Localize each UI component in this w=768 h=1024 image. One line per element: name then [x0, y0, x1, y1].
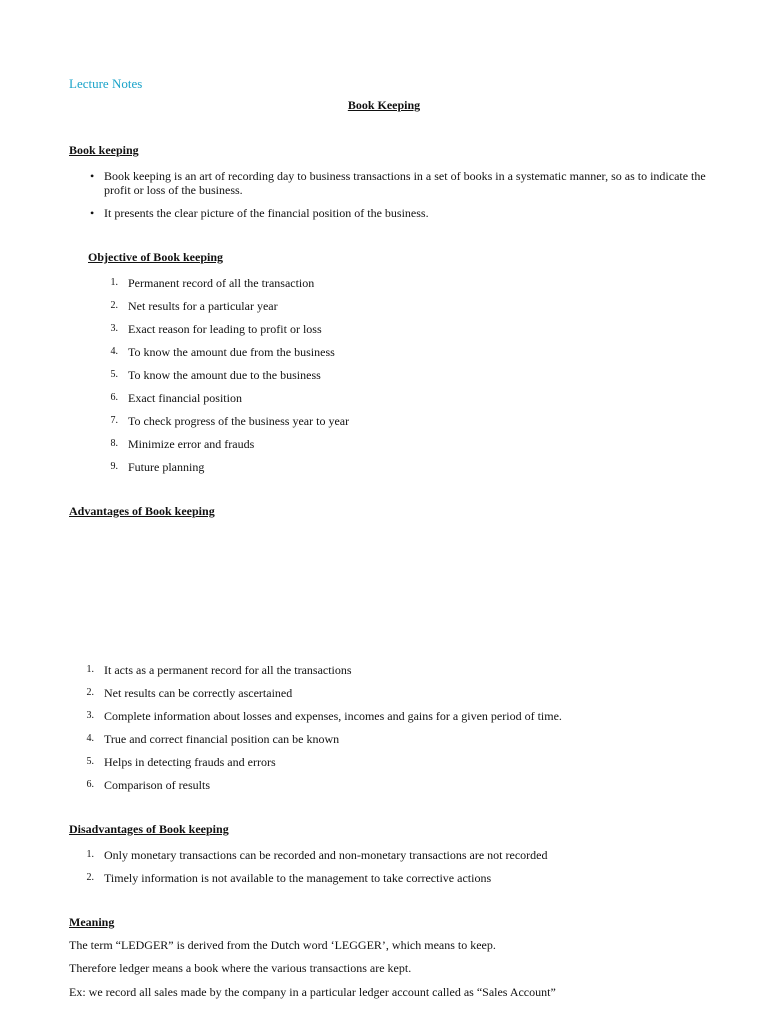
- list-text: Permanent record of all the transaction: [128, 276, 315, 290]
- list-number: 1.: [86, 664, 94, 675]
- list-number: 3.: [86, 710, 94, 721]
- list-text: Complete information about losses and expenses, incomes and gains for a given period of time.: [104, 709, 562, 723]
- meaning-line: The term “LEDGER” is derived from the Dutch word ‘LEGGER’, which means to keep.: [69, 938, 496, 952]
- bullet-text: Book keeping is an art of recording day to business transactions in a set of books in a systematic manner, so as to indicate the profit or loss of the business.: [104, 169, 706, 197]
- list-text: To know the amount due to the business: [128, 368, 321, 382]
- list-text: Timely information is not available to the management to take corrective actions: [104, 871, 492, 885]
- list-number: 2.: [86, 687, 94, 698]
- list-number: 4.: [86, 733, 94, 744]
- list-text: True and correct financial position can be known: [104, 732, 340, 746]
- meaning-line: Ex: we record all sales made by the company in a particular ledger account called as “Sales Account”: [69, 985, 556, 999]
- list-text: Exact reason for leading to profit or loss: [128, 322, 322, 336]
- list-number: 9.: [110, 461, 118, 472]
- list-text: Helps in detecting frauds and errors: [104, 755, 276, 769]
- list-text: To check progress of the business year to year: [128, 414, 350, 428]
- bullet-text: It presents the clear picture of the financial position of the business.: [104, 206, 429, 220]
- bullet-item: [88, 206, 708, 220]
- list-number: 6.: [110, 392, 118, 403]
- meaning-line: Therefore ledger means a book where the various transactions are kept.: [69, 961, 412, 975]
- list-number: 8.: [110, 438, 118, 449]
- list-number: 6.: [86, 779, 94, 790]
- list-text: Future planning: [128, 460, 205, 474]
- list-text: It acts as a permanent record for all the transactions: [104, 663, 352, 677]
- list-number: 4.: [110, 346, 118, 357]
- bullet-item: [88, 169, 708, 197]
- book-keeping-bullet-list: [88, 169, 708, 229]
- advantages-heading: Advantages of Book keeping: [69, 504, 215, 518]
- disadvantages-heading: Disadvantages of Book keeping: [69, 822, 229, 836]
- list-text: Net results can be correctly ascertained: [104, 686, 293, 700]
- list-number: 1.: [110, 277, 118, 288]
- list-number: 2.: [110, 300, 118, 311]
- lecture-notes-header: Lecture Notes: [69, 76, 143, 91]
- meaning-heading: Meaning: [69, 915, 115, 929]
- list-text: Minimize error and frauds: [128, 437, 255, 451]
- list-number: 5.: [110, 369, 118, 380]
- list-text: Exact financial position: [128, 391, 242, 405]
- list-number: 5.: [86, 756, 94, 767]
- list-text: To know the amount due from the business: [128, 345, 335, 359]
- list-number: 3.: [110, 323, 118, 334]
- list-text: Net results for a particular year: [128, 299, 278, 313]
- objective-heading: Objective of Book keeping: [88, 250, 223, 264]
- list-number: 7.: [110, 415, 118, 426]
- bullet-dot-icon: •: [90, 169, 95, 183]
- list-text: Comparison of results: [104, 778, 210, 792]
- bullet-dot-icon: •: [90, 206, 95, 220]
- book-keeping-heading: Book keeping: [69, 143, 139, 157]
- page-title: Book Keeping: [347, 98, 421, 112]
- list-number: 2.: [86, 872, 94, 883]
- list-number: 1.: [86, 849, 94, 860]
- list-text: Only monetary transactions can be recorded and non-monetary transactions are not recorded: [104, 848, 548, 862]
